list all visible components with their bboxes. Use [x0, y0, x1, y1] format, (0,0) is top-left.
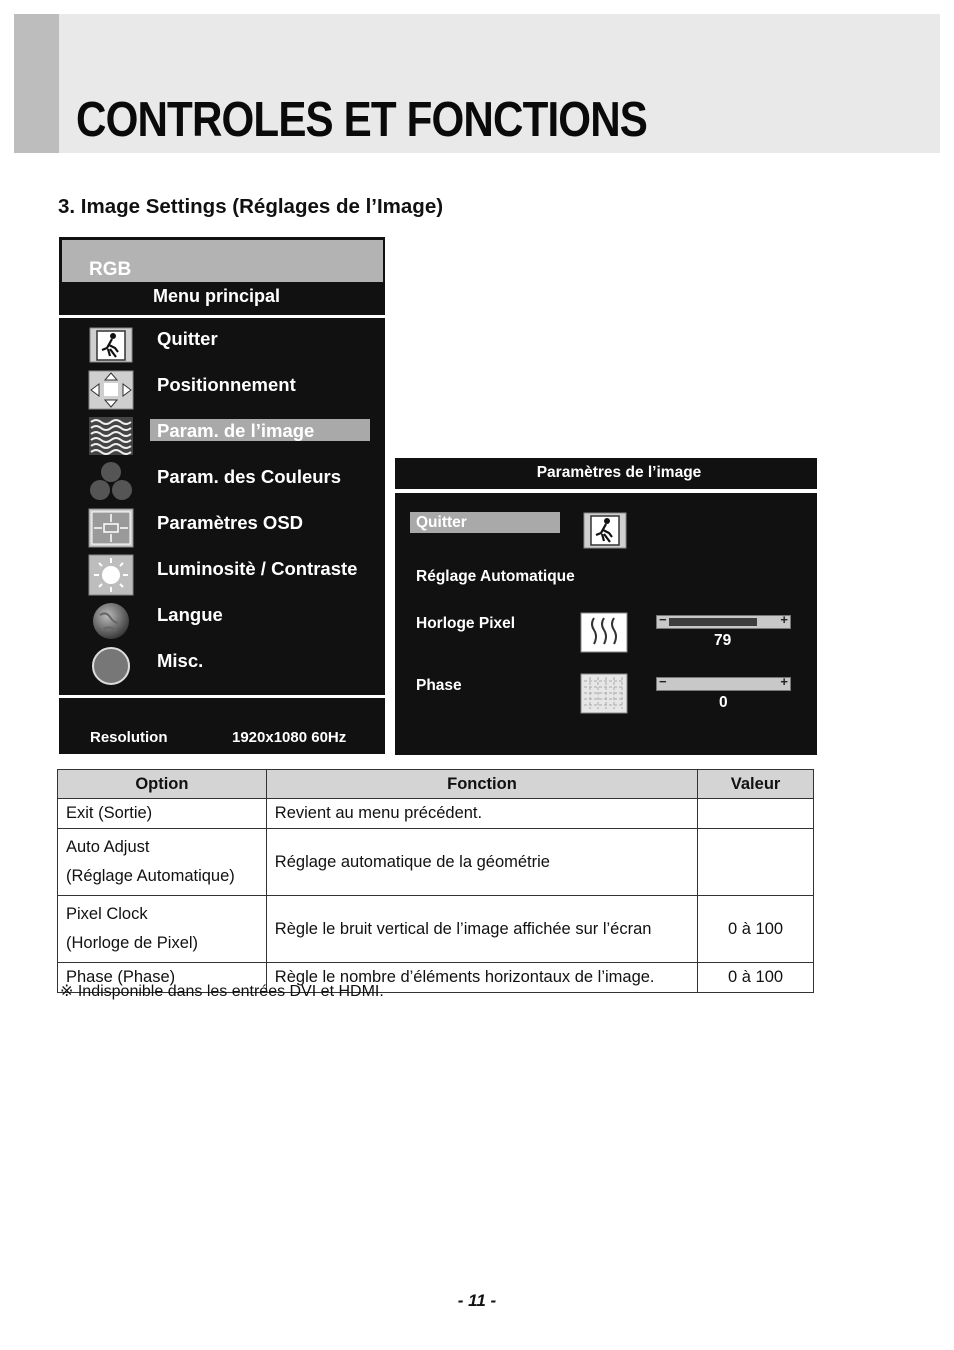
- noise-pattern-icon: [580, 673, 628, 714]
- misc-circle-icon: [88, 646, 134, 684]
- option-subtext: (Réglage Automatique): [66, 867, 235, 885]
- sub-auto-adjust-label[interactable]: Réglage Automatique: [416, 568, 575, 585]
- pixel-clock-slider-fill: [669, 618, 757, 626]
- table-cell-function: Revient au menu précédent.: [266, 799, 697, 829]
- osd-item-couleurs[interactable]: Param. des Couleurs: [157, 466, 342, 487]
- table-cell-value: [698, 829, 814, 896]
- option-text: Phase (Phase): [66, 968, 176, 986]
- position-arrows-icon: [88, 370, 134, 408]
- osd-item-positionnement[interactable]: Positionnement: [157, 374, 296, 395]
- phase-value: 0: [719, 694, 728, 711]
- section-title: 3. Image Settings (Réglages de l’Image): [58, 195, 444, 218]
- slider-minus-icon: −: [659, 612, 667, 627]
- sub-pixel-clock-label[interactable]: Horloge Pixel: [416, 615, 516, 632]
- settings-table: [57, 769, 814, 993]
- wave-icon: [580, 612, 628, 653]
- resolution-label: Resolution: [90, 729, 168, 746]
- osd-item-quitter[interactable]: Quitter: [157, 328, 218, 349]
- table-cell-value: [698, 799, 814, 829]
- osd-item-misc[interactable]: Misc.: [157, 650, 204, 671]
- sub-menu-header: [395, 458, 817, 489]
- osd-settings-icon: [88, 508, 134, 546]
- table-cell-option: [58, 799, 267, 829]
- table-row: [58, 896, 814, 963]
- sub-phase-label[interactable]: Phase: [416, 677, 462, 694]
- page-number: - 11 -: [457, 1291, 497, 1310]
- pixel-clock-slider[interactable]: [656, 612, 791, 629]
- osd-source-label: RGB: [89, 259, 132, 280]
- osd-menu-title-label: Menu principal: [153, 286, 281, 306]
- option-text: Pixel Clock: [66, 905, 148, 923]
- phase-slider[interactable]: [656, 674, 791, 691]
- slider-plus-icon: +: [780, 612, 788, 627]
- option-text: Exit (Sortie): [66, 804, 153, 822]
- table-cell-function: Règle le bruit vertical de l’image affichée sur l’écran: [266, 896, 697, 963]
- sub-quit-label[interactable]: Quitter: [416, 514, 467, 531]
- option-text: Auto Adjust: [66, 838, 150, 856]
- table-cell-option: [58, 829, 267, 896]
- option-subtext: (Horloge de Pixel): [66, 934, 199, 952]
- table-cell-value: 0 à 100: [698, 963, 814, 993]
- footnote: ※ Indisponible dans les entrées DVI et HDMI.: [60, 983, 384, 1000]
- table-header-row: [58, 770, 814, 799]
- header-accent-bar: [14, 14, 59, 153]
- table-cell-function: Règle le nombre d’éléments horizontaux de l’image.: [266, 963, 697, 993]
- image-pattern-icon: [88, 416, 134, 454]
- osd-item-luminosite[interactable]: Luminositè / Contraste: [157, 558, 358, 579]
- table-cell-function: Réglage automatique de la géométrie: [266, 829, 697, 896]
- table-cell-value: 0 à 100: [698, 896, 814, 963]
- resolution-value: 1920x1080 60Hz: [232, 729, 347, 746]
- table-row: [58, 829, 814, 896]
- slider-minus-icon: −: [659, 674, 667, 689]
- slider-plus-icon: +: [780, 674, 788, 689]
- table-header-option: Option: [58, 770, 267, 799]
- exit-icon: [88, 326, 134, 364]
- osd-item-osd[interactable]: Paramètres OSD: [157, 512, 304, 533]
- osd-item-langue[interactable]: Langue: [157, 604, 223, 625]
- table-cell-option: [58, 896, 267, 963]
- page-title: CONTROLES ET FONCTIONS: [76, 93, 648, 147]
- sub-exit-icon[interactable]: [583, 512, 627, 549]
- osd-source-bar: [62, 240, 383, 282]
- brightness-sun-icon: [88, 554, 134, 592]
- table-row: [58, 799, 814, 829]
- color-circles-icon: [88, 460, 134, 498]
- sub-menu-title: Paramètres de l’image: [536, 464, 702, 481]
- globe-icon: [88, 601, 134, 639]
- table-header-value: Valeur: [698, 770, 814, 799]
- table-header-function: Fonction: [266, 770, 697, 799]
- pixel-clock-value: 79: [714, 632, 732, 649]
- osd-item-image-settings[interactable]: Param. de l’image: [150, 419, 370, 441]
